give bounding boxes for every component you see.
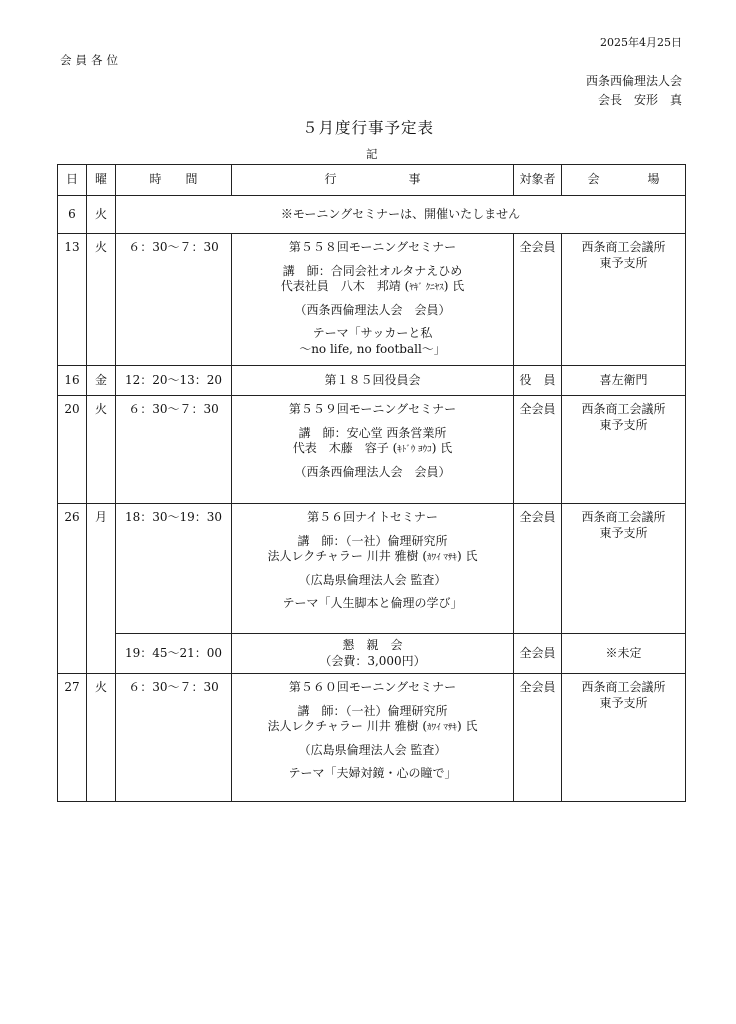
row-day: 27 <box>58 674 87 802</box>
organization-name: 西条西倫理法人会 <box>585 74 682 88</box>
row-target: 全会員 <box>514 634 562 674</box>
event-speaker: 法人レクチャラー 川井 雅樹 (ｶﾜｲ ﾏｻｷ) 氏 <box>267 719 478 734</box>
row-event <box>232 234 514 366</box>
ki-mark: 記 <box>366 147 378 161</box>
speaker-kana: ｷﾄﾞｳ ﾖｳｺ <box>397 445 432 456</box>
table-row <box>58 634 686 674</box>
schedule-table <box>57 164 686 802</box>
row-venue: 西条商工会議所 東予支所 <box>562 504 686 634</box>
row-day: 26 <box>58 504 87 674</box>
row-weekday: 火 <box>87 196 116 234</box>
row-target: 全会員 <box>514 234 562 366</box>
col-header-weekday: 曜 <box>87 165 116 196</box>
row-event <box>232 674 514 802</box>
event-theme: テーマ「人生脚本と倫理の学び」 <box>282 596 463 611</box>
document-title: ５月度行事予定表 <box>301 119 434 137</box>
table-header-row <box>58 165 686 196</box>
table-row <box>58 196 686 234</box>
row-time: ６：30〜７：30 <box>116 396 232 504</box>
col-header-target: 対象者 <box>514 165 562 196</box>
event-affiliation: （広島県倫理法人会 監査） <box>298 572 447 587</box>
row-event <box>232 504 514 634</box>
table-row <box>58 366 686 396</box>
event-lecturer: 講 師：合同会社オルタナえひめ <box>282 263 463 278</box>
row-day: 6 <box>58 196 87 234</box>
event-title: 第５６０回モーニングセミナー <box>288 680 457 694</box>
table-row <box>58 396 686 504</box>
event-speaker: 代表社員 八木 邦靖 (ﾔｷﾞ ｸﾆﾔｽ) 氏 <box>280 279 465 294</box>
table-row <box>58 674 686 802</box>
event-title: 第５５９回モーニングセミナー <box>288 402 457 416</box>
event-lecturer: 講 師：安心堂 西条営業所 <box>298 425 447 440</box>
event-title: 懇 親 会 <box>342 637 403 652</box>
event-theme-sub: 〜no life, no football〜」 <box>299 342 446 357</box>
event-affiliation: （西条西倫理法人会 会員） <box>294 302 451 317</box>
table-row <box>58 234 686 366</box>
event-title: 第５６回ナイトセミナー <box>307 510 438 524</box>
table-row <box>58 504 686 634</box>
row-venue: 西条商工会議所 東予支所 <box>562 396 686 504</box>
event-speaker: 代表 木藤 容子 (ｷﾄﾞｳ ﾖｳｺ) 氏 <box>292 441 453 456</box>
row-time: ６：30〜７：30 <box>116 674 232 802</box>
row-event <box>232 634 514 674</box>
issue-date: 2025年4月25日 <box>600 36 682 49</box>
row-notice: ※モーニングセミナーは、開催いたしません <box>116 196 686 234</box>
row-venue: 西条商工会議所 東予支所 <box>562 234 686 366</box>
row-weekday: 月 <box>87 504 116 674</box>
col-header-event: 行 事 <box>232 165 514 196</box>
col-header-day: 日 <box>58 165 87 196</box>
event-lecturer: 講 師：（一社）倫理研究所 <box>297 703 448 718</box>
speaker-kana: ｶﾜｲ ﾏｻｷ <box>427 723 457 734</box>
event-fee: （会費：3,000円） <box>319 653 426 668</box>
row-target: 全会員 <box>514 396 562 504</box>
row-target: 全会員 <box>514 504 562 634</box>
row-venue: ※未定 <box>562 634 686 674</box>
event-affiliation: （西条西倫理法人会 会員） <box>294 464 451 479</box>
event-theme: テーマ「サッカーと私 <box>312 326 433 341</box>
row-target: 役 員 <box>514 366 562 396</box>
event-theme: テーマ「夫婦対鏡・心の瞳で」 <box>288 766 457 781</box>
president-name: 会長 安形 真 <box>597 93 682 107</box>
col-header-time: 時 間 <box>116 165 232 196</box>
row-event: 第１８５回役員会 <box>232 366 514 396</box>
event-speaker: 法人レクチャラー 川井 雅樹 (ｶﾜｲ ﾏｻｷ) 氏 <box>267 549 478 564</box>
speaker-kana: ﾔｷﾞ ｸﾆﾔｽ <box>409 283 444 294</box>
event-affiliation: （広島県倫理法人会 監査） <box>298 742 447 757</box>
row-day: 13 <box>58 234 87 366</box>
row-weekday: 火 <box>87 396 116 504</box>
row-day: 20 <box>58 396 87 504</box>
row-day: 16 <box>58 366 87 396</box>
row-weekday: 火 <box>87 234 116 366</box>
row-weekday: 金 <box>87 366 116 396</box>
addressee: 会員各位 <box>60 53 122 67</box>
col-header-venue: 会 場 <box>562 165 686 196</box>
row-event <box>232 396 514 504</box>
event-lecturer: 講 師：（一社）倫理研究所 <box>297 533 448 548</box>
speaker-kana: ｶﾜｲ ﾏｻｷ <box>427 553 457 564</box>
row-target: 全会員 <box>514 674 562 802</box>
row-time: 12：20〜13：20 <box>116 366 232 396</box>
row-venue: 喜左衛門 <box>562 366 686 396</box>
event-title: 第５５８回モーニングセミナー <box>288 240 457 254</box>
row-weekday: 火 <box>87 674 116 802</box>
row-time: 18：30〜19：30 <box>116 504 232 634</box>
row-time: ６：30〜７：30 <box>116 234 232 366</box>
row-venue: 西条商工会議所 東予支所 <box>562 674 686 802</box>
row-time: 19：45〜21：00 <box>116 634 232 674</box>
